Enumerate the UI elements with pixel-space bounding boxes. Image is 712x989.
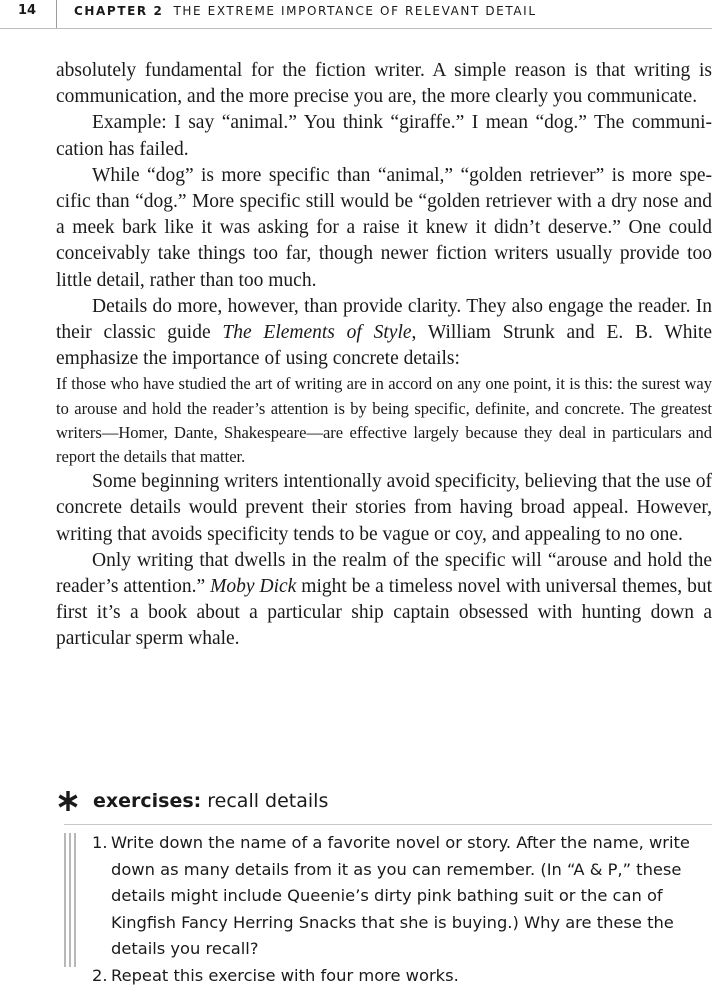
chapter-label: CHAPTER 2 <box>74 4 163 18</box>
asterisk-icon <box>56 789 80 813</box>
margin-bar <box>64 833 66 967</box>
exercises-topic: recall details <box>207 790 328 812</box>
paragraph-5: Some beginning writers intentionally avoid specificity, believing that the use of concrete details would prevent their stories from having broad appeal. However, writing that avoids specificity tends to be vague or coy, and appealing to no one. <box>56 469 712 548</box>
chapter-heading <box>74 4 537 18</box>
paragraph-2: Example: I say “animal.” You think “giraffe.” I mean “dog.” The communication has failed. <box>56 110 712 162</box>
book-title-elements-of-style: The Elements of Style <box>222 322 411 343</box>
header-divider <box>56 0 57 28</box>
paragraph-6-start: Only writing that dwells in the realm of the specific will “arouse and hold the reader’s attention.” <box>56 550 712 597</box>
paragraph-3: While “dog” is more specific than “animal,” “golden retriever” is more specific than “dog.” More specific still would be “golden retriever with a dry nose and a meek bark like it was asking for a raise it knew it didn’t deserve.” One could conceivably take things too far, though newer fiction writers usually provide too little detail, rather than too much. <box>56 163 712 294</box>
book-title-moby-dick: Moby Dick <box>210 576 296 597</box>
margin-bar <box>74 833 76 967</box>
margin-bar <box>69 833 71 967</box>
paragraph-4-start: Details do more, however, than provide clarity. They also engage the reader. In their classic guide <box>56 296 712 343</box>
body-text <box>56 58 712 653</box>
paragraph-1: absolutely fundamental for the fiction writer. A simple reason is that writing is communication, and the more precise you are, the more clearly you communicate. <box>56 58 712 110</box>
paragraph-6-end: might be a timeless novel with universal themes, but first it’s a book about a particular ship captain obsessed with hunting down a particular sperm whale. <box>56 576 712 649</box>
paragraph-6 <box>56 548 712 653</box>
running-header <box>0 0 712 29</box>
exercise-item <box>92 963 712 989</box>
exercises-heading <box>56 788 712 818</box>
exercise-list <box>92 830 712 989</box>
exercises-title <box>93 790 328 812</box>
paragraph-4 <box>56 294 712 373</box>
paragraph-4-end: , William Strunk and E. B. White emphasize the importance of using concrete details: <box>56 322 712 369</box>
block-quote: If those who have studied the art of writing are in accord on any one point, it is this: the surest way to arouse and hold the reader’s attention is by being specific, definite, and concrete. The greatest writers—Homer, Dante, Shakespeare—are effective largely because they deal in particulars and report the details that matter. <box>56 372 712 469</box>
exercise-text: Write down the name of a favorite novel or story. After the name, write down as many details from it as you can remember. (In “A & P,” these details might include Queenie’s dirty pink bathing suit or the can of Kingfish Fancy Herring Snacks that she is buying.) Why are these the details you recall? <box>111 833 690 958</box>
exercise-number: 1. <box>92 830 108 857</box>
page-number: 14 <box>18 3 36 18</box>
exercise-item <box>92 830 712 963</box>
chapter-title: THE EXTREME IMPORTANCE OF RELEVANT DETAIL <box>173 4 536 18</box>
exercise-number: 2. <box>92 963 108 989</box>
exercises-label: exercises: <box>93 790 201 812</box>
exercise-box <box>64 824 712 967</box>
exercise-text: Repeat this exercise with four more works. <box>111 966 459 985</box>
